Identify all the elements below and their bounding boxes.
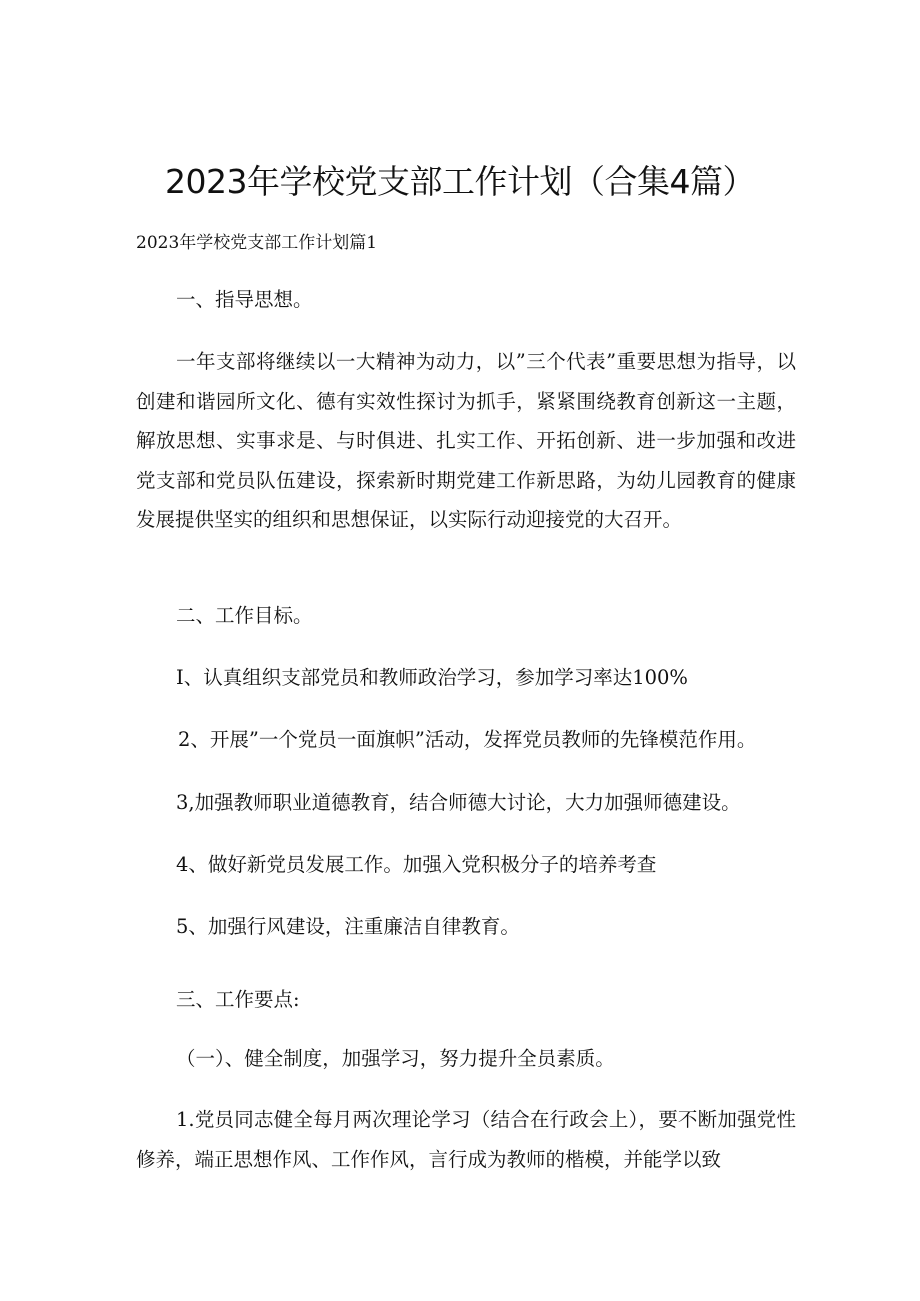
- section3-sub-heading: （一）、健全制度，加强学习，努力提升全员素质。: [176, 1047, 615, 1070]
- document-title: 2023年学校党支部工作计划（合集4篇）: [165, 162, 755, 201]
- goal-item-2: 2、开展”一个党员一面旗帜”活动，发挥党员教师的先锋模范作用。: [178, 728, 757, 751]
- section2-heading: 二、工作目标。: [176, 604, 313, 627]
- section1-heading: 一、指导思想。: [176, 288, 313, 311]
- goal-item-4: 4、做好新党员发展工作。加强入党积极分子的培养考查: [176, 853, 657, 876]
- section3-item-1: 1.党员同志健全每月两次理论学习（结合在行政会上），要不断加强党性修养，端正思想作风、工作作风，言行成为教师的楷模，并能学以致: [136, 1108, 796, 1171]
- goal-item-3: 3,加强教师职业道德教育，结合师德大讨论，大力加强师德建设。: [176, 791, 741, 814]
- document-subtitle: 2023年学校党支部工作计划篇1: [136, 233, 378, 253]
- section1-paragraph: 一年支部将继续以一大精神为动力，以”三个代表”重要思想为指导，以创建和谐园所文化、德有实效性探讨为抓手，紧紧围绕教育创新这一主题，解放思想、实事求是、与时俱进、扎实工作、开拓创新、进一步加强和改进党支部和党员队伍建设，探索新时期党建工作新思路，为幼儿园教育的健康发展提供坚实的组织和思想保证，以实际行动迎接党的大召开。: [136, 350, 796, 531]
- goal-item-5: 5、加强行风建设，注重廉洁自律教育。: [176, 915, 520, 938]
- section3-heading: 三、工作要点:: [176, 988, 300, 1011]
- goal-item-1: I、认真组织支部党员和教师政治学习，参加学习率达100%: [176, 666, 688, 689]
